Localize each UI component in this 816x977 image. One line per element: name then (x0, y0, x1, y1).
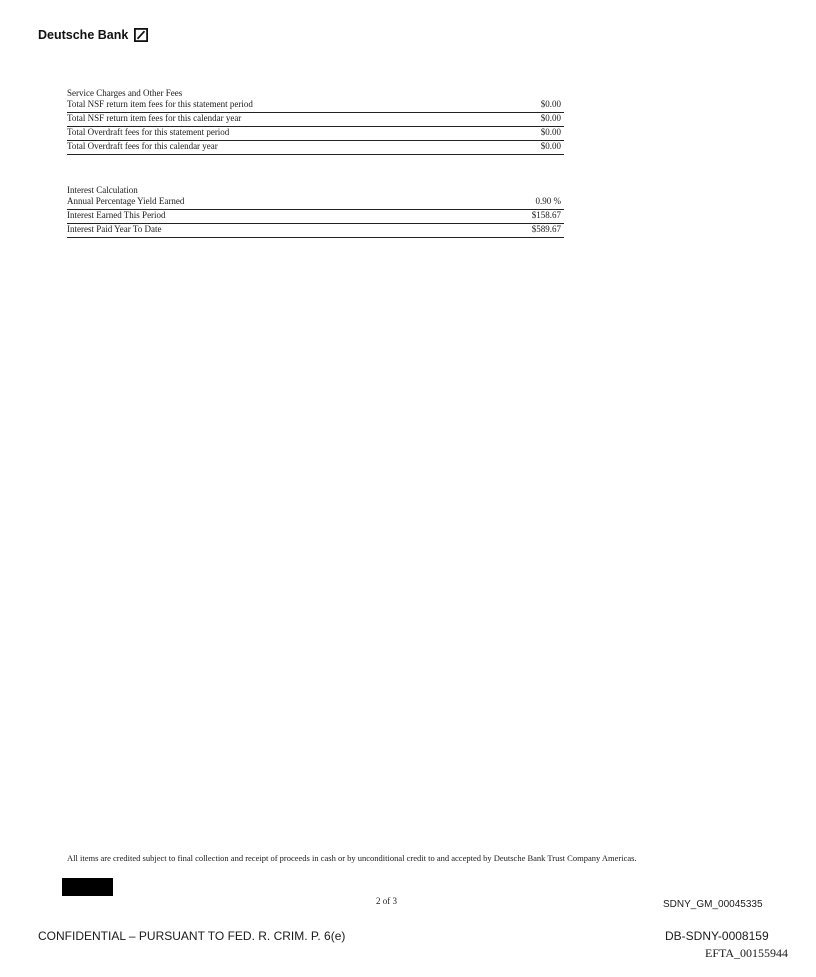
table-row (67, 141, 564, 155)
bates-number-gm: SDNY_GM_00045335 (663, 899, 763, 910)
row-value: 0.90 % (535, 196, 561, 206)
row-label: Interest Paid Year To Date (67, 224, 162, 234)
row-label: Total NSF return item fees for this statement period (67, 99, 253, 109)
redaction-box (62, 878, 113, 896)
logo-text: Deutsche Bank (38, 28, 129, 42)
row-label: Total Overdraft fees for this statement period (67, 127, 230, 137)
table-row (67, 210, 564, 224)
bates-number-db: DB-SDNY-0008159 (665, 929, 769, 943)
row-value: $0.00 (540, 141, 561, 151)
bank-logo (38, 28, 148, 42)
row-value: $0.00 (540, 113, 561, 123)
page-number: 2 of 3 (376, 896, 397, 906)
confidential-notice: CONFIDENTIAL – PURSUANT TO FED. R. CRIM. P. 6(e) (38, 929, 346, 943)
table-row (67, 224, 564, 238)
row-label: Total NSF return item fees for this calendar year (67, 113, 242, 123)
row-value: $0.00 (540, 127, 561, 137)
row-label: Interest Earned This Period (67, 210, 166, 220)
section-title: Service Charges and Other Fees (67, 88, 183, 98)
disclaimer-text: All items are credited subject to final collection and receipt of proceeds in cash or by unconditional credit to and accepted by Deutsche Bank Trust Company Americas. (67, 853, 637, 863)
row-label: Total Overdraft fees for this calendar year (67, 141, 218, 151)
deutsche-bank-slash-square-icon (134, 28, 148, 42)
row-value: $0.00 (540, 99, 561, 109)
service-charges-section (67, 87, 564, 155)
interest-calculation-section (67, 184, 564, 238)
section-title: Interest Calculation (67, 185, 138, 195)
efta-number: EFTA_00155944 (705, 946, 789, 960)
table-row (67, 127, 564, 141)
row-label: Annual Percentage Yield Earned (67, 196, 185, 206)
table-row (67, 113, 564, 127)
row-value: $589.67 (531, 224, 561, 234)
table-row (67, 196, 564, 210)
table-row (67, 99, 564, 113)
row-value: $158.67 (531, 210, 561, 220)
